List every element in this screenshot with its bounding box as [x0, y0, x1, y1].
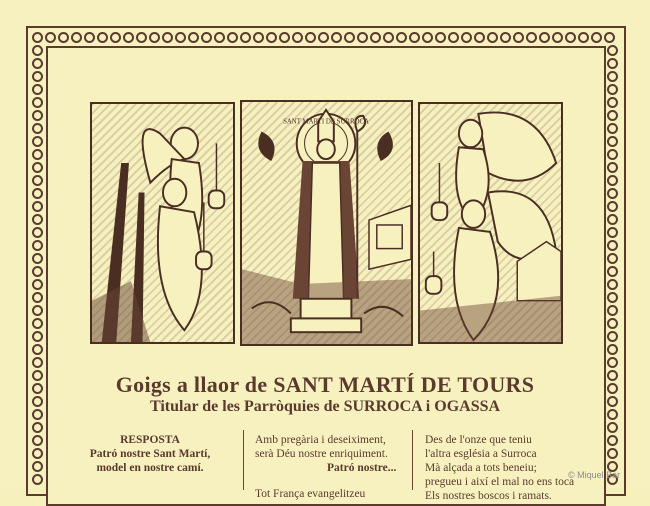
border-ring-ornament — [526, 32, 537, 43]
verse-line: pregueu i així el mal no ens toca — [425, 476, 575, 488]
border-ring-ornament — [604, 32, 615, 43]
border-ring-ornament — [227, 32, 238, 43]
verse-column-3 — [425, 433, 615, 503]
border-ring-ornament — [607, 253, 618, 264]
border-ring-ornament — [607, 162, 618, 173]
border-ring-ornament — [607, 58, 618, 69]
border-ring-ornament — [266, 32, 277, 43]
border-ring-ornament — [32, 136, 43, 147]
border-ring-ornament — [32, 45, 43, 56]
verse-line: Els nostres boscos i ramats. — [425, 490, 552, 502]
border-ring-ornament — [188, 32, 199, 43]
border-ring-ornament — [32, 97, 43, 108]
border-top-ornament — [32, 32, 615, 43]
border-ring-ornament — [305, 32, 316, 43]
border-ring-ornament — [71, 32, 82, 43]
border-ring-ornament — [409, 32, 420, 43]
border-ring-ornament — [58, 32, 69, 43]
border-ring-ornament — [32, 318, 43, 329]
border-ring-ornament — [32, 149, 43, 160]
response-line-2: model en nostre camí. — [96, 462, 204, 474]
border-ring-ornament — [607, 136, 618, 147]
border-ring-ornament — [370, 32, 381, 43]
border-right-ornament — [607, 45, 618, 485]
border-ring-ornament — [591, 32, 602, 43]
border-ring-ornament — [607, 71, 618, 82]
border-ring-ornament — [84, 32, 95, 43]
border-ring-ornament — [32, 422, 43, 433]
border-ring-ornament — [32, 357, 43, 368]
verse-line: Des de l'onze que teniu — [425, 434, 532, 446]
border-ring-ornament — [448, 32, 459, 43]
border-ring-ornament — [32, 175, 43, 186]
right-angels-woodcut — [418, 102, 563, 344]
border-ring-ornament — [162, 32, 173, 43]
border-ring-ornament — [565, 32, 576, 43]
watermark: © Miquel Bar — [568, 470, 621, 480]
border-ring-ornament — [32, 58, 43, 69]
border-ring-ornament — [607, 292, 618, 303]
border-ring-ornament — [539, 32, 550, 43]
verse-column-1 — [70, 433, 230, 475]
border-ring-ornament — [607, 149, 618, 160]
border-ring-ornament — [383, 32, 394, 43]
border-ring-ornament — [32, 305, 43, 316]
border-ring-ornament — [607, 227, 618, 238]
border-ring-ornament — [607, 188, 618, 199]
border-ring-ornament — [607, 110, 618, 121]
border-ring-ornament — [32, 227, 43, 238]
border-ring-ornament — [240, 32, 251, 43]
border-ring-ornament — [607, 422, 618, 433]
border-ring-ornament — [149, 32, 160, 43]
border-ring-ornament — [32, 84, 43, 95]
border-ring-ornament — [32, 253, 43, 264]
border-ring-ornament — [435, 32, 446, 43]
border-ring-ornament — [357, 32, 368, 43]
refrain-line: Patró nostre... — [327, 462, 397, 474]
saint-martin-woodcut — [240, 100, 413, 346]
border-ring-ornament — [32, 162, 43, 173]
border-ring-ornament — [607, 214, 618, 225]
verse-column-2 — [255, 433, 405, 501]
border-ring-ornament — [422, 32, 433, 43]
border-ring-ornament — [32, 474, 43, 485]
border-ring-ornament — [253, 32, 264, 43]
left-angels-woodcut — [90, 102, 235, 344]
border-ring-ornament — [461, 32, 472, 43]
border-ring-ornament — [607, 123, 618, 134]
border-ring-ornament — [607, 45, 618, 56]
page-title: Goigs a llaor de SANT MARTÍ DE TOURS — [115, 372, 535, 397]
border-ring-ornament — [32, 435, 43, 446]
border-ring-ornament — [607, 266, 618, 277]
border-ring-ornament — [32, 32, 43, 43]
border-ring-ornament — [110, 32, 121, 43]
border-ring-ornament — [32, 110, 43, 121]
border-ring-ornament — [607, 357, 618, 368]
border-ring-ornament — [175, 32, 186, 43]
verse-line: l'altra església a Surroca — [425, 448, 537, 460]
verse-line: Amb pregària i deseiximent, — [255, 434, 386, 446]
column-divider-2 — [412, 430, 413, 490]
border-ring-ornament — [32, 292, 43, 303]
border-ring-ornament — [136, 32, 147, 43]
border-ring-ornament — [344, 32, 355, 43]
border-ring-ornament — [607, 318, 618, 329]
border-left-ornament — [32, 45, 43, 485]
border-ring-ornament — [396, 32, 407, 43]
page-subtitle: Titular de les Parròquies de SURROCA i OGASSA — [149, 398, 501, 415]
border-ring-ornament — [607, 97, 618, 108]
border-ring-ornament — [214, 32, 225, 43]
border-ring-ornament — [32, 279, 43, 290]
column-divider-1 — [243, 430, 244, 490]
border-ring-ornament — [201, 32, 212, 43]
border-ring-ornament — [32, 201, 43, 212]
border-ring-ornament — [607, 175, 618, 186]
border-ring-ornament — [607, 305, 618, 316]
border-ring-ornament — [607, 84, 618, 95]
border-ring-ornament — [32, 214, 43, 225]
border-ring-ornament — [500, 32, 511, 43]
border-ring-ornament — [32, 123, 43, 134]
border-ring-ornament — [318, 32, 329, 43]
border-ring-ornament — [123, 32, 134, 43]
border-ring-ornament — [32, 266, 43, 277]
border-ring-ornament — [32, 188, 43, 199]
border-ring-ornament — [474, 32, 485, 43]
border-ring-ornament — [607, 279, 618, 290]
border-ring-ornament — [552, 32, 563, 43]
border-ring-ornament — [32, 448, 43, 459]
border-ring-ornament — [607, 344, 618, 355]
verse-line: serà Déu nostre enriquiment. — [255, 448, 388, 460]
border-ring-ornament — [292, 32, 303, 43]
border-ring-ornament — [32, 461, 43, 472]
border-ring-ornament — [32, 240, 43, 251]
response-line-1: Patró nostre Sant Martí, — [89, 448, 211, 460]
border-ring-ornament — [279, 32, 290, 43]
border-ring-ornament — [487, 32, 498, 43]
verse-line: Mà alçada a tots beneiu; — [425, 462, 537, 474]
border-ring-ornament — [578, 32, 589, 43]
halo-text: SANT MARTI DE SURROCA — [283, 118, 369, 126]
border-ring-ornament — [32, 71, 43, 82]
border-ring-ornament — [331, 32, 342, 43]
border-ring-ornament — [45, 32, 56, 43]
border-ring-ornament — [607, 331, 618, 342]
border-ring-ornament — [32, 331, 43, 342]
border-ring-ornament — [32, 344, 43, 355]
border-ring-ornament — [513, 32, 524, 43]
border-ring-ornament — [97, 32, 108, 43]
border-ring-ornament — [607, 201, 618, 212]
response-heading: RESPOSTA — [120, 434, 180, 446]
verse-line: Tot França evangelitzeu — [255, 488, 366, 500]
border-ring-ornament — [607, 240, 618, 251]
